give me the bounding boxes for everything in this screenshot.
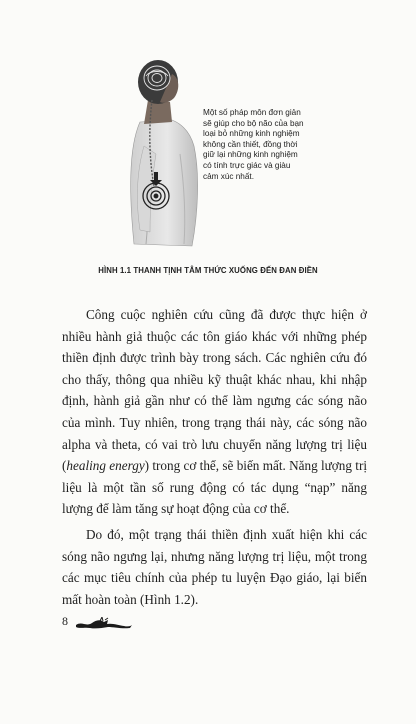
- italic-term: healing energy: [66, 458, 145, 474]
- figure-side-caption: Một số pháp môn đơn giản sẽ giúp cho bộ não của bạn loại bỏ những kinh nghiệm không cần thiết, đồng thời giữ lại những kinh nghiệm có tính trực giác và giàu cảm xúc nhất.: [203, 108, 304, 181]
- figure-title: HÌNH 1.1 THANH TỊNH TÂM THỨC XUỐNG ĐẾN ĐAN ĐIỀN: [98, 266, 318, 275]
- page-number: 8: [62, 614, 68, 628]
- dragon-ornament-icon: [74, 616, 134, 635]
- page-footer: [62, 614, 142, 630]
- paragraph-1: Công cuộc nghiên cứu cũng đã được thực hiện ở nhiều hành giả thuộc các tôn giáo khác với những phép thiền định được trình bày trong sách. Các nghiên cứu đó cho thấy, thông qua nhiều kỹ thuật khác nhau, khi nhập định, hành giả gần như có thể làm ngưng các sóng não của mình. Tuy nhiên, trong trạng thái này, các sóng não alpha và theta, có vai trò lưu chuyển năng lượng trị liệu (healing energy) trong cơ thể, sẽ biến mất. Năng lượng trị liệu là một tần số rung động có tác dụng “nạp” năng lượng để làm tăng sự hoạt động của cơ thể.: [62, 307, 367, 517]
- paragraph-2: Do đó, một trạng thái thiền định xuất hiện khi các sóng não ngưng lại, nhưng năng lượng trị liệu, một trong các mục tiêu chính của phép tu luyện Đạo giáo, lại biến mất hoàn toàn (Hình 1.2).: [62, 526, 367, 607]
- body-text: [62, 304, 367, 610]
